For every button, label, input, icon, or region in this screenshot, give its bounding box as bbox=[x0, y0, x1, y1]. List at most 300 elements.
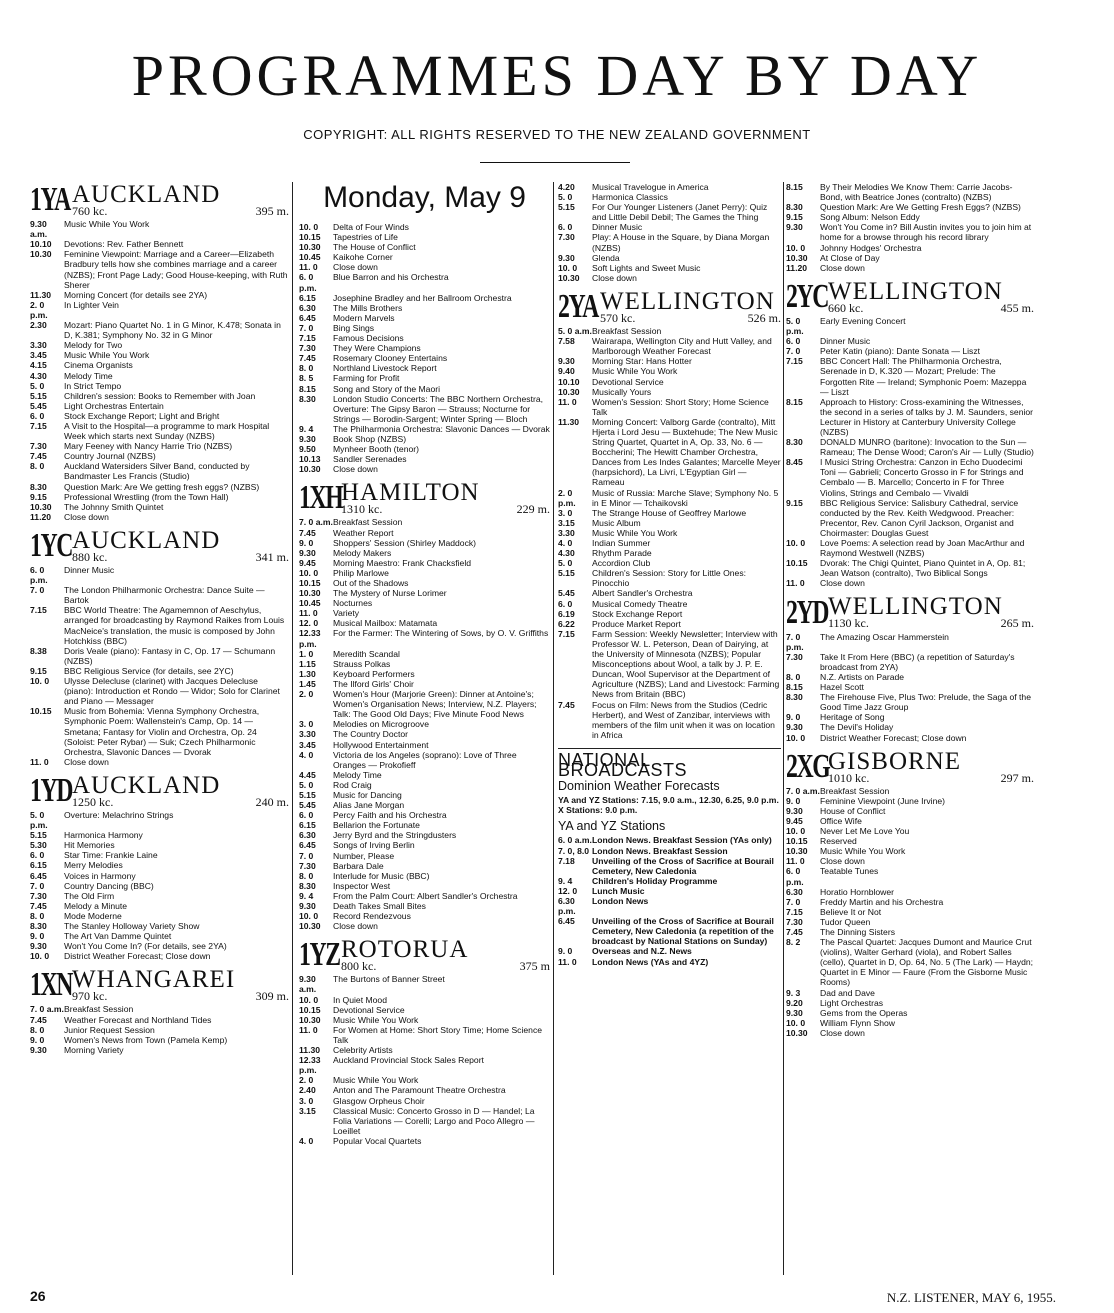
station-name: AUCKLAND bbox=[72, 182, 221, 208]
programme-time: 7.30 bbox=[299, 343, 316, 354]
programme-entry bbox=[299, 1075, 550, 1085]
programme-title: William Flynn Show bbox=[820, 1017, 895, 1028]
programme-title: Feminine Viewpoint: Marriage and a Career—Elizabeth Bradbury tells how she combines marriage and a career (NZBS); Front Page Lady; Good House-keeping, with Ruth Sherer bbox=[64, 249, 288, 290]
programme-time: 11. 0 bbox=[299, 1024, 318, 1035]
programme-title: Meredith Scandal bbox=[333, 648, 400, 659]
programme-entry bbox=[299, 1106, 550, 1136]
programme-title: The Pascal Quartet: Jacques Dumont and Maurice Crut (violins), Walter Gerhard (viola), and Robert Salles (cello), Quartet in D, Op. 64, No. 5 (The Lark) — Haydn; Quartet in E Minor — Faure (From the Gisborne Music Rooms) bbox=[820, 937, 1034, 988]
programme-entry bbox=[786, 816, 1034, 826]
issue-line: N.Z. LISTENER, MAY 6, 1955. bbox=[886, 1290, 1056, 1305]
programme-entry bbox=[30, 810, 289, 830]
column-3 bbox=[558, 182, 781, 1275]
programme-time: 10. 0 bbox=[299, 911, 319, 922]
station-frequency: 880 kc. bbox=[72, 549, 108, 564]
programme-title: Approach to History: Cross-examining the Witnesses, the second in a series of talks by J. M. Saunders, senior Lecturer in History at Canterbury University College (NZBS) bbox=[820, 396, 1034, 437]
programme-time: 8.30 bbox=[786, 437, 803, 448]
programme-entry bbox=[558, 182, 781, 192]
programme-title: The Old Firm bbox=[64, 890, 115, 901]
programme-title: Light Orchestras Entertain bbox=[64, 400, 164, 411]
programme-time: 10.30 bbox=[299, 921, 321, 932]
programme-title: The Dinning Sisters bbox=[820, 927, 895, 937]
programme-title: BBC Religious Service: Salisbury Cathedral, service conducted by the Rev. Keith Wedgwood. Preacher: Precentor, Rev. Canon Cyril Jackson, Organist and Choirmaster: Douglas Guest bbox=[820, 497, 1019, 538]
programme-entry bbox=[30, 421, 289, 441]
programme-title: Music While You Work bbox=[592, 366, 678, 377]
programme-title: Music Album bbox=[592, 517, 641, 528]
programme-title: Light Orchestras bbox=[820, 997, 884, 1008]
station-wavelength: 297 m. bbox=[1000, 770, 1034, 785]
programme-title: Classical Music: Concerto Grosso in D — Handel; La Folia Variations — Corelli; Largo and Poco Allegro — Loeillet bbox=[333, 1105, 535, 1136]
programme-time: 1.45 bbox=[299, 678, 316, 689]
programme-time: 7.15 bbox=[299, 333, 316, 344]
programme-entry bbox=[299, 272, 550, 292]
programme-title: Music While You Work bbox=[333, 1014, 419, 1025]
programme-time: 3. 0 bbox=[299, 1095, 314, 1106]
programme-time: 10. 0 bbox=[558, 262, 578, 273]
programme-entry bbox=[558, 366, 781, 376]
programme-time: 9. 4 bbox=[299, 890, 314, 901]
programme-entry bbox=[30, 941, 289, 951]
programme-title: Women's Hour (Marjorie Green): Dinner at Antoine's; Women's Organisation News; Interview, N.Z. Players; Talk: The Good Old Days; Five Minute Food News bbox=[333, 689, 537, 720]
programme-time: 7. 0 p.m. bbox=[786, 631, 804, 652]
programme-title: Music While You Work bbox=[333, 1075, 419, 1086]
programme-title: Harmonica Classics bbox=[592, 192, 668, 203]
programme-time: 7.30 bbox=[30, 890, 47, 901]
programme-entry bbox=[299, 293, 550, 303]
programme-time: 9.30 bbox=[299, 547, 316, 558]
programme-title: Glenda bbox=[592, 252, 620, 263]
programme-time: 7.45 bbox=[30, 900, 47, 911]
programme-entry bbox=[299, 1055, 550, 1075]
programme-time: 5.15 bbox=[30, 830, 47, 841]
station-frequency: 570 kc. bbox=[600, 310, 636, 325]
programme-entry bbox=[786, 346, 1034, 356]
programme-entry bbox=[30, 451, 289, 461]
programme-entry bbox=[786, 316, 1034, 336]
programme-time: 10.30 bbox=[299, 464, 321, 475]
programme-title: Stock Exchange Report; Light and Bright bbox=[64, 410, 220, 421]
programme-time: 11. 0 bbox=[558, 956, 577, 967]
programme-entry bbox=[299, 548, 550, 558]
programme-entry bbox=[30, 1015, 289, 1025]
programme-entry bbox=[30, 840, 289, 850]
station-wavelength: 265 m. bbox=[1000, 616, 1034, 631]
programme-title: Josephine Bradley and her Ballroom Orchestra bbox=[333, 292, 512, 303]
programme-time: 9.30 bbox=[558, 356, 575, 367]
programme-title: Morning Concert (for details see 2YA) bbox=[64, 289, 208, 300]
station-wavelength: 309 m. bbox=[255, 989, 289, 1004]
programme-time: 10. 0 bbox=[786, 1017, 806, 1028]
programme-title: Death Takes Small Bites bbox=[333, 901, 426, 911]
programme-entry bbox=[30, 1025, 289, 1035]
programme-time: 9.50 bbox=[299, 444, 316, 455]
programme-time: 8. 0 bbox=[30, 910, 45, 921]
programme-entry bbox=[30, 871, 289, 881]
programme-title: Johnny Hodges' Orchestra bbox=[820, 242, 922, 253]
programme-entry bbox=[299, 974, 550, 994]
programme-time: 4. 0 bbox=[558, 538, 573, 548]
programme-time: 5. 0 bbox=[558, 558, 573, 569]
programme-entry bbox=[558, 599, 781, 609]
programme-title: Popular Vocal Quartets bbox=[333, 1135, 422, 1146]
programme-entry bbox=[299, 578, 550, 588]
programme-time: 12.33 p.m. bbox=[299, 1055, 321, 1076]
programme-entry bbox=[30, 320, 289, 340]
programme-time: 4. 0 bbox=[299, 1135, 314, 1146]
programme-title: Mynheer Booth (tenor) bbox=[333, 444, 419, 455]
programme-entry bbox=[30, 860, 289, 870]
programme-title: Question Mark: Are We Getting Fresh Eggs? (NZBS) bbox=[820, 202, 1021, 213]
programme-time: 3.15 bbox=[558, 517, 575, 528]
station-wavelength: 341 m. bbox=[255, 549, 289, 564]
programme-entry bbox=[299, 333, 550, 343]
programme-entry bbox=[30, 300, 289, 320]
programme-entry bbox=[299, 517, 550, 527]
programme-time: 8.15 bbox=[786, 182, 803, 192]
programme-title: Inspector West bbox=[333, 880, 391, 891]
programme-time: 10.30 bbox=[299, 1014, 321, 1025]
programme-entry bbox=[558, 957, 781, 967]
programme-time: 10.30 bbox=[558, 272, 580, 283]
station-header bbox=[30, 528, 289, 562]
date-heading: Monday, May 9 bbox=[323, 182, 526, 214]
programme-time: 9.15 bbox=[786, 497, 803, 508]
programme-entry bbox=[558, 336, 781, 356]
programme-title: Indian Summer bbox=[592, 538, 651, 548]
programme-title: Merry Melodies bbox=[64, 860, 123, 871]
programme-title: Melodies on Microgroove bbox=[333, 719, 430, 730]
programme-time: 10.15 bbox=[786, 558, 808, 569]
programme-time: 7.30 bbox=[558, 232, 575, 243]
programme-title: N.Z. Artists on Parade bbox=[820, 671, 905, 682]
programme-entry bbox=[299, 830, 550, 840]
programme-title: Music While You Work bbox=[64, 219, 150, 230]
programme-entry bbox=[299, 434, 550, 444]
programme-title: The London Philharmonic Orchestra: Dance Suite — Bartok bbox=[64, 585, 265, 606]
programme-time: 9.30 bbox=[786, 722, 803, 733]
programme-title: Strauss Polkas bbox=[333, 658, 391, 669]
programme-title: BBC World Theatre: The Agamemnon of Aeschylus, arranged for broadcasting by Raymond Raikes from Louis MacNeice's translation, the music is composed by John Hotchkiss (BBC) bbox=[64, 605, 285, 646]
station-frequency: 1010 kc. bbox=[828, 770, 870, 785]
programme-title: Alias Jane Morgan bbox=[333, 800, 405, 811]
programme-title: Early Evening Concert bbox=[820, 315, 906, 326]
programme-entry bbox=[299, 464, 550, 474]
programme-time: 10.45 bbox=[299, 598, 321, 609]
programme-title: Keyboard Performers bbox=[333, 668, 415, 679]
programme-entry bbox=[30, 605, 289, 645]
programme-entry bbox=[299, 995, 550, 1005]
programme-title: Close down bbox=[64, 511, 109, 522]
programme-entry bbox=[299, 232, 550, 242]
programme-entry bbox=[786, 457, 1034, 497]
station-name: GISBORNE bbox=[828, 747, 962, 775]
programme-time: 8.30 bbox=[30, 481, 47, 492]
programme-time: 5.45 bbox=[299, 800, 316, 811]
programme-time: 11. 0 bbox=[30, 756, 49, 767]
programme-title: Devotional Service bbox=[333, 1004, 405, 1015]
programme-entry bbox=[299, 424, 550, 434]
programme-time: 5. 0 p.m. bbox=[786, 315, 804, 337]
programme-time: 7. 0 bbox=[299, 850, 314, 861]
programme-title: Song and Story of the Maori bbox=[333, 383, 441, 394]
programme-entry bbox=[299, 669, 550, 679]
programme-time: 6. 0 p.m. bbox=[786, 866, 804, 887]
programme-time: 6. 0 p.m. bbox=[299, 272, 317, 293]
programme-entry bbox=[299, 384, 550, 394]
programme-title: Melody Time bbox=[64, 370, 113, 381]
programme-time: 9.40 bbox=[558, 366, 575, 377]
programme-time: 9.30 bbox=[786, 222, 803, 233]
programme-time: 5.15 bbox=[558, 568, 575, 579]
station-frequency: 1250 kc. bbox=[72, 794, 114, 809]
programme-time: 9. 0 bbox=[299, 537, 314, 548]
programme-title: Rod Craig bbox=[333, 779, 372, 790]
programme-entry bbox=[558, 548, 781, 558]
programme-time: 11.20 bbox=[30, 511, 52, 522]
programme-time: 10.30 bbox=[299, 242, 321, 253]
programme-title: Famous Decisions bbox=[333, 333, 404, 344]
programme-time: 10.30 bbox=[786, 252, 808, 263]
column-divider bbox=[783, 182, 784, 1275]
programme-title: Wairarapa, Wellington City and Hutt Valley, and Marlborough Weather Forecast bbox=[592, 336, 772, 357]
programme-title: Focus on Film: News from the Studios (Cedric Herbert), and West of Zanzibar, interviews with members of the film unit when it was on location in Africa bbox=[592, 699, 775, 740]
programme-entry bbox=[299, 444, 550, 454]
programme-title: Women's Session: Short Story; Home Science Talk bbox=[592, 396, 769, 417]
programme-entry bbox=[299, 921, 550, 931]
programme-entry bbox=[558, 700, 781, 740]
programme-entry bbox=[558, 273, 781, 283]
programme-time: 9. 4 bbox=[299, 423, 314, 434]
programme-entry bbox=[786, 212, 1034, 222]
programme-entry bbox=[30, 381, 289, 391]
programme-title: Tudor Queen bbox=[820, 916, 871, 927]
programme-title: Morning Star: Hans Hotter bbox=[592, 356, 692, 367]
programme-entry bbox=[299, 373, 550, 383]
programme-title: Number, Please bbox=[333, 850, 395, 861]
programme-title: The Firehouse Five, Plus Two: Prelude, the Saga of the Good Time Jazz Group bbox=[820, 692, 1031, 713]
programme-title: Mary Feeney with Nancy Harrie Trio (NZBS) bbox=[64, 441, 233, 452]
programme-entry bbox=[30, 401, 289, 411]
programme-time: 10. 0 bbox=[299, 222, 319, 232]
programme-time: 4.30 bbox=[558, 548, 575, 559]
programme-title: Hit Memories bbox=[64, 840, 115, 851]
station-header bbox=[299, 936, 550, 974]
programme-title: Devotions: Rev. Father Bennett bbox=[64, 239, 184, 250]
programme-time: 1.30 bbox=[299, 668, 316, 679]
programme-time: 4.20 bbox=[558, 182, 575, 192]
programme-title: Out of the Shadows bbox=[333, 578, 409, 588]
programme-time: 9. 3 bbox=[786, 987, 801, 998]
programme-time: 8. 0 bbox=[30, 1024, 45, 1035]
programme-time: 10. 0 bbox=[786, 242, 806, 253]
programme-entry bbox=[786, 222, 1034, 242]
programme-time: 8.38 bbox=[30, 645, 47, 656]
programme-time: 3.30 bbox=[30, 340, 47, 351]
programme-time: 7.45 bbox=[558, 699, 575, 710]
programme-time: 8. 2 bbox=[786, 937, 801, 948]
programme-time: 6.19 bbox=[558, 608, 575, 619]
programme-title: Country Dancing (BBC) bbox=[64, 880, 154, 891]
programme-title: Percy Faith and his Orchestra bbox=[333, 810, 447, 821]
station-call-sign: 1YC bbox=[30, 527, 73, 564]
programme-entry bbox=[786, 917, 1034, 927]
programme-title: Delta of Four Winds bbox=[333, 222, 409, 232]
programme-time: 9.30 bbox=[30, 1044, 47, 1055]
programme-entry bbox=[786, 632, 1034, 652]
programme-time: 6.30 p.m. bbox=[558, 896, 576, 917]
programme-title: Auckland Provincial Stock Sales Report bbox=[333, 1055, 484, 1066]
programme-title: Sandler Serenades bbox=[333, 454, 407, 465]
programme-entry bbox=[299, 901, 550, 911]
programme-entry bbox=[30, 360, 289, 370]
programme-entry bbox=[299, 588, 550, 598]
programme-title: Never Let Me Love You bbox=[820, 826, 910, 837]
programme-title: The Strange House of Geoffrey Marlowe bbox=[592, 507, 747, 518]
programme-time: 11.30 bbox=[558, 416, 580, 427]
programme-time: 7. 0 bbox=[786, 346, 801, 357]
programme-time: 10.15 bbox=[299, 1004, 321, 1015]
programme-title: Junior Request Session bbox=[64, 1024, 155, 1035]
station-wavelength: 395 m. bbox=[255, 204, 289, 218]
programme-entry bbox=[786, 558, 1034, 578]
programme-entry bbox=[299, 1136, 550, 1146]
programme-entry bbox=[786, 202, 1034, 212]
programme-entry bbox=[299, 1045, 550, 1055]
programme-title: Breakfast Session bbox=[820, 785, 890, 796]
programme-time: 9. 0 bbox=[786, 712, 801, 723]
programme-title: Won't You Come in? Bill Austin invites you to join him at home for a browse through his record library bbox=[820, 222, 1032, 243]
programme-time: 3.45 bbox=[30, 350, 47, 361]
station-wavelength: 229 m. bbox=[516, 502, 550, 517]
programme-title: Soft Lights and Sweet Music bbox=[592, 262, 701, 273]
programme-title: Produce Market Report bbox=[592, 618, 681, 629]
programme-time: 3.30 bbox=[299, 729, 316, 740]
programme-time: 5.30 bbox=[30, 840, 47, 851]
programme-entry bbox=[558, 835, 781, 845]
programme-time: 5. 0 bbox=[299, 779, 314, 790]
programme-title: Mozart: Piano Quartet No. 1 in G Minor, K.478; Sonata in D, K.381; Symphony No. 32 in G Minor bbox=[64, 320, 281, 341]
programme-title: DONALD MUNRO (baritone): Invocation to the Sun — Rameau; The Dense Wood; Caron's Air — Lully (Studio) bbox=[820, 437, 1034, 458]
programme-title: Close down bbox=[333, 921, 378, 932]
programme-entry bbox=[30, 565, 289, 585]
programme-entry bbox=[786, 437, 1034, 457]
programme-time: 6. 0 bbox=[299, 810, 314, 821]
programme-entry bbox=[558, 326, 781, 336]
programme-entry bbox=[299, 1025, 550, 1045]
programme-entry bbox=[299, 1005, 550, 1015]
programme-time: 7.45 bbox=[786, 927, 803, 937]
station-frequency: 660 kc. bbox=[828, 300, 864, 315]
station-frequency: 1130 kc. bbox=[828, 616, 869, 631]
programme-entry bbox=[30, 951, 289, 961]
programme-title: Musically Yours bbox=[592, 386, 652, 397]
programme-time: 10.10 bbox=[30, 239, 52, 250]
programme-time: 6.30 bbox=[299, 302, 316, 313]
station-name: ROTORUA bbox=[341, 936, 469, 964]
programme-time: 7.15 bbox=[558, 628, 575, 639]
programme-entry bbox=[30, 239, 289, 249]
programme-entry bbox=[558, 192, 781, 202]
programme-entry bbox=[299, 820, 550, 830]
programme-entry bbox=[299, 242, 550, 252]
programme-entry bbox=[30, 502, 289, 512]
programme-entry bbox=[299, 740, 550, 750]
programme-title: Horatio Hornblower bbox=[820, 886, 895, 897]
station-header bbox=[30, 773, 289, 807]
programme-title: A Visit to the Hospital—a programme to mark Hospital Week which starts next Sunday (NZBS) bbox=[64, 420, 270, 442]
programme-time: 8.30 bbox=[30, 921, 47, 931]
programme-time: 8. 0 bbox=[786, 671, 801, 682]
programme-title: Close down bbox=[820, 1027, 865, 1038]
programme-entry bbox=[558, 619, 781, 629]
programme-title: Melody Makers bbox=[333, 547, 392, 558]
programme-title: Variety bbox=[333, 608, 360, 619]
programme-time: 10.15 bbox=[30, 706, 52, 717]
programme-entry bbox=[30, 1004, 289, 1014]
programme-title: Northland Livestock Report bbox=[333, 363, 437, 374]
programme-time: 10. 0 bbox=[30, 676, 50, 687]
programme-entry bbox=[786, 786, 1034, 796]
programme-time: 7.45 bbox=[30, 451, 47, 462]
programme-title: In Strict Tempo bbox=[64, 380, 122, 391]
station-frequency: 760 kc. bbox=[72, 204, 108, 218]
programme-entry bbox=[786, 806, 1034, 816]
programme-time: 6.45 bbox=[30, 870, 47, 881]
programme-title: The Burtons of Banner Street bbox=[333, 974, 445, 985]
station-name: AUCKLAND bbox=[72, 771, 221, 799]
programme-entry bbox=[299, 454, 550, 464]
programme-entry bbox=[30, 461, 289, 481]
station-frequency: 1310 kc. bbox=[341, 502, 383, 517]
programme-entry bbox=[30, 482, 289, 492]
programme-title: Interlude for Music (BBC) bbox=[333, 870, 430, 881]
programme-time: 9. 0 bbox=[30, 1034, 45, 1045]
programme-title: Blue Barron and his Orchestra bbox=[333, 272, 449, 283]
programme-entry bbox=[30, 850, 289, 860]
programme-entry bbox=[299, 252, 550, 262]
programme-title: BBC Concert Hall: The Philharmonia Orchestra, Serenade in D, K.320 — Mozart; Prelude: The Forgotten Rite — Ireland; Symphonic Poem: Mazeppa — Liszt bbox=[820, 356, 1027, 397]
programme-title: Star Time: Frankie Laine bbox=[64, 850, 158, 861]
programme-title: Children's session: Books to Remember with Joan bbox=[64, 390, 256, 401]
programme-entry bbox=[558, 232, 781, 252]
station-wavelength: 526 m. bbox=[747, 310, 781, 325]
programme-time: 8. 0 bbox=[30, 461, 45, 472]
programme-entry bbox=[786, 826, 1034, 836]
programme-time: 10.13 bbox=[299, 454, 321, 465]
programme-time: 4.45 bbox=[299, 769, 316, 780]
programme-title: Dinner Music bbox=[64, 565, 115, 575]
programme-time: 7. 0 a.m. bbox=[299, 517, 333, 528]
programme-entry bbox=[786, 253, 1034, 263]
national-broadcasts-heading: NATIONAL BROADCASTS bbox=[558, 748, 781, 775]
programme-time: 3. 0 bbox=[299, 719, 314, 730]
programme-time: 2. 0 bbox=[299, 689, 314, 700]
programme-time: 11.20 bbox=[786, 262, 808, 273]
programme-title: Shoppers' Session (Shirley Maddock) bbox=[333, 537, 477, 548]
programme-entry bbox=[558, 263, 781, 273]
programme-time: 7. 0 bbox=[299, 322, 314, 333]
programme-time: 9. 0 bbox=[558, 946, 573, 957]
programme-entry bbox=[558, 609, 781, 619]
programme-title: For Our Younger Listeners (Janet Perry): Quiz and Little Debil Debil; The Games the Thing bbox=[592, 202, 768, 223]
programme-title: Nocturnes bbox=[333, 598, 373, 609]
programme-title: Close down bbox=[64, 756, 109, 767]
programme-entry bbox=[30, 676, 289, 706]
programme-title: Stock Exchange Report bbox=[592, 608, 683, 619]
programme-time: 10.30 bbox=[299, 588, 321, 599]
programme-title: House of Conflict bbox=[820, 805, 886, 816]
programme-entry bbox=[299, 800, 550, 810]
programme-title: Won't You Come In? (For details, see 2YA) bbox=[64, 941, 227, 952]
